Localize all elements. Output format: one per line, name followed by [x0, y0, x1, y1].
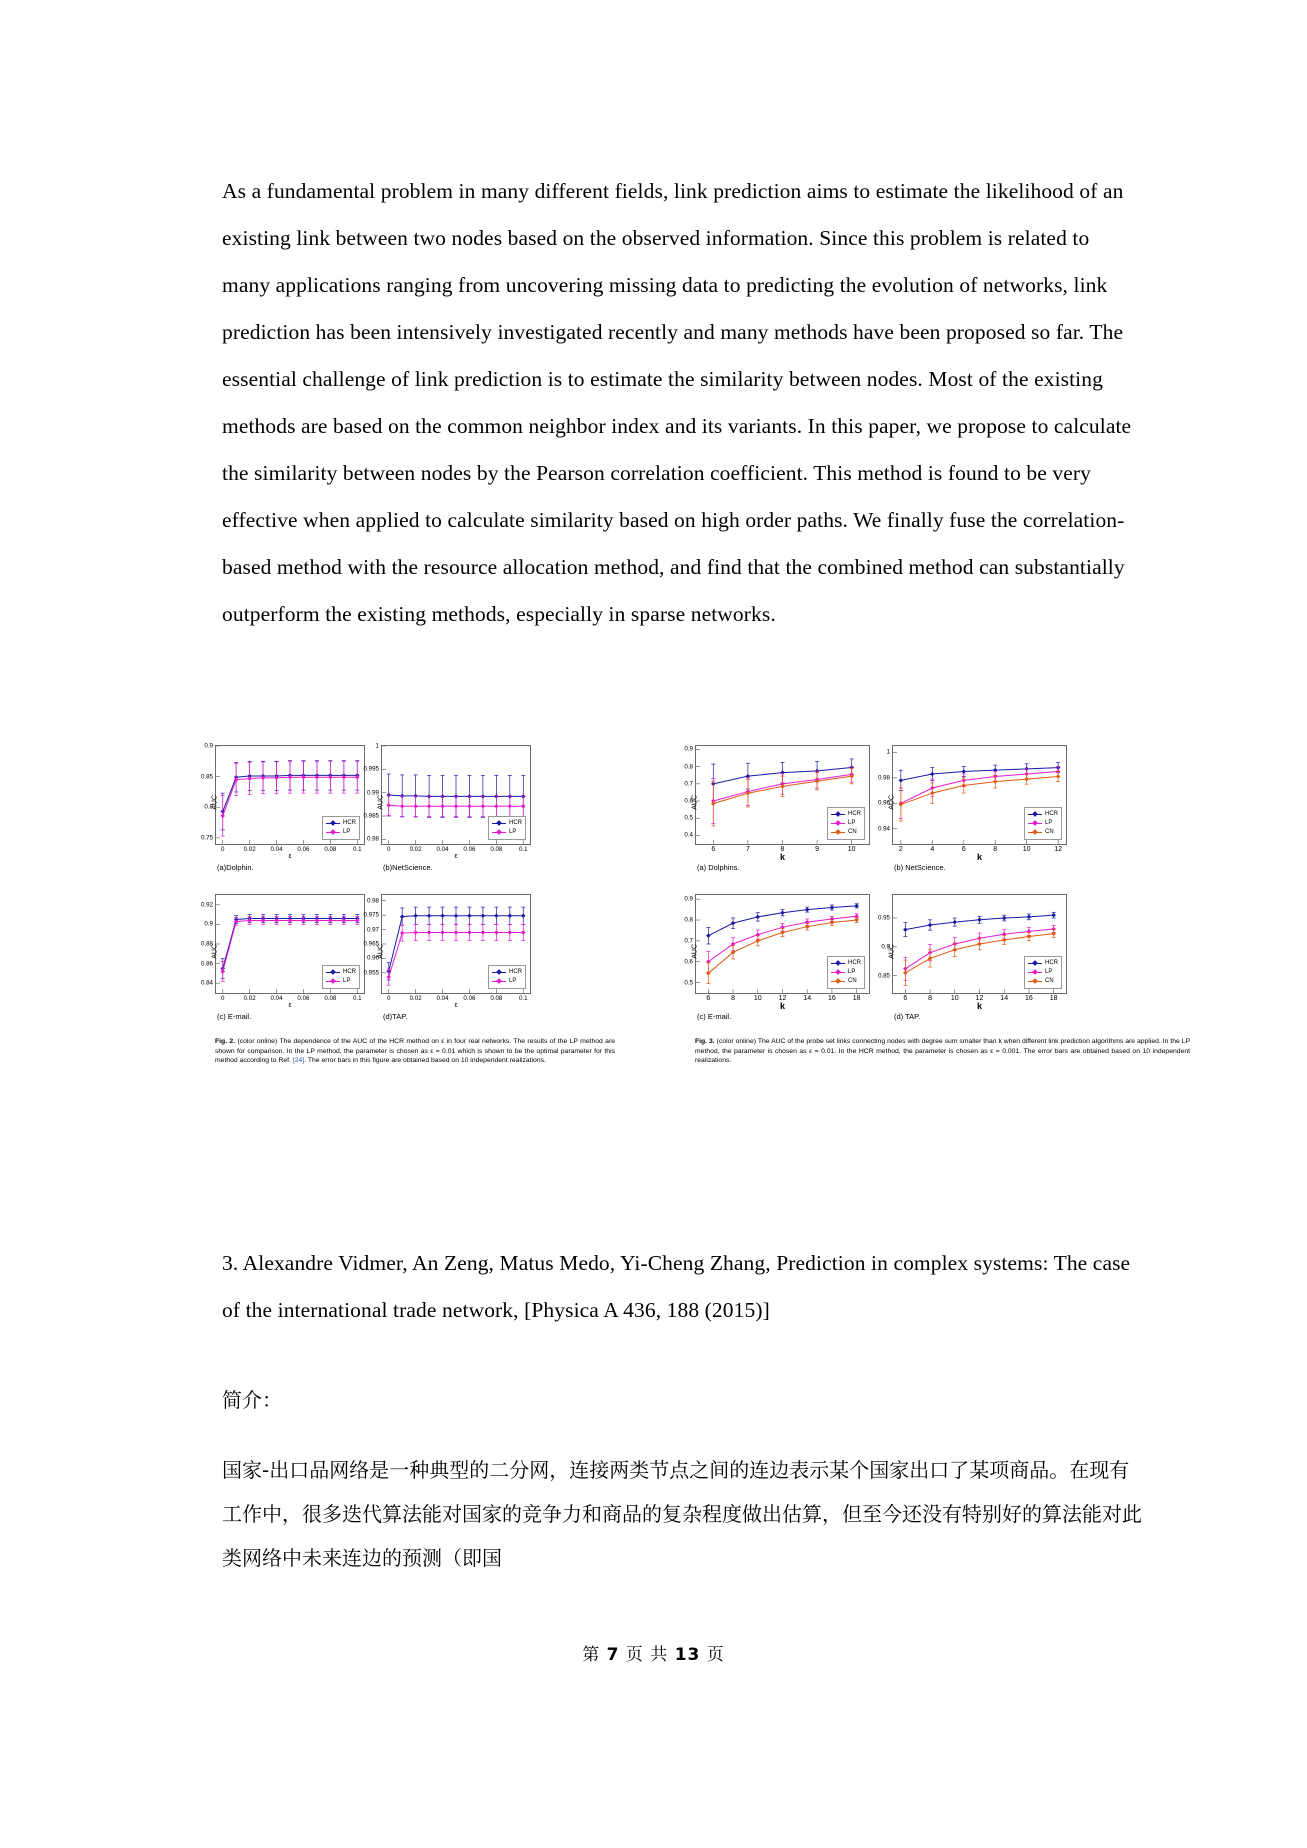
figure-3-caption-label: Fig. 3. — [695, 1038, 715, 1045]
legend-item — [326, 828, 356, 837]
x-tick-label: 0.04 — [436, 995, 449, 1002]
figure-2 — [200, 742, 616, 1066]
x-tick-label: 12 — [975, 995, 984, 1002]
y-tick-label: 0.96 — [366, 954, 379, 962]
x-tick-label: 0 — [386, 995, 391, 1002]
y-tick-label: 0.9 — [204, 920, 213, 928]
legend-item — [492, 819, 522, 828]
chart-legend — [827, 956, 865, 989]
y-tick-label: 0.985 — [363, 812, 379, 820]
legend-item — [1028, 828, 1058, 837]
panel-sublabel: (c) E-mail. — [217, 1012, 252, 1021]
y-tick-label: 0.975 — [363, 911, 379, 919]
reference-item: 3. Alexandre Vidmer, An Zeng, Matus Medo, Yi-Cheng Zhang, Prediction in complex systems: The case of the international trade network, [Physica A 436, 188 (2015)] — [222, 1251, 1131, 1322]
x-tick-label: 14 — [803, 995, 812, 1002]
y-tick-label: 0.6 — [684, 797, 693, 805]
legend-item — [1028, 968, 1058, 977]
x-tick-label: 8 — [780, 846, 785, 853]
x-tick-label: 12 — [1054, 846, 1063, 853]
x-tick-label: 0.02 — [243, 846, 256, 853]
axis-label-y: AUC — [691, 795, 699, 810]
y-tick-label: 0.98 — [366, 835, 379, 843]
legend-label: HCR — [343, 820, 356, 826]
legend-marker-icon — [1028, 823, 1042, 825]
panel-sublabel: (b) NetScience. — [894, 863, 946, 872]
footer-suffix: 页 — [706, 1645, 725, 1665]
x-tick-label: 0.02 — [409, 995, 422, 1002]
figure-2-caption — [215, 1037, 615, 1066]
legend-label: CN — [1045, 829, 1054, 835]
axis-label-x: ε — [454, 1002, 458, 1009]
y-tick-label: 0.8 — [204, 803, 213, 811]
figure-3-row-1 — [684, 745, 1190, 872]
x-tick-label: 0 — [386, 846, 391, 853]
legend-item — [326, 977, 356, 986]
legend-marker-icon — [326, 972, 340, 974]
legend-label: LP — [848, 969, 856, 975]
x-tick-label: 10 — [847, 846, 856, 853]
x-tick-label: 0 — [220, 995, 225, 1002]
footer-prefix: 第 — [582, 1645, 601, 1665]
legend-marker-icon — [1028, 832, 1042, 834]
x-tick-label: 10 — [753, 995, 762, 1002]
panel-sublabel: (a) Dolphins. — [697, 863, 740, 872]
chart-legend — [322, 816, 360, 840]
legend-item — [1028, 819, 1058, 828]
x-tick-label: 0.06 — [463, 995, 476, 1002]
legend-marker-icon — [1028, 963, 1042, 965]
y-tick-label: 1 — [886, 748, 890, 756]
legend-marker-icon — [492, 832, 506, 834]
legend-item — [831, 977, 861, 986]
legend-marker-icon — [831, 963, 845, 965]
legend-label: HCR — [343, 969, 356, 975]
x-tick-label: 0.1 — [518, 995, 528, 1002]
axis-label-y: AUC — [377, 944, 385, 959]
chart-legend — [488, 965, 526, 989]
legend-marker-icon — [326, 823, 340, 825]
y-tick-label: 0.995 — [363, 765, 379, 773]
legend-item — [831, 959, 861, 968]
lower-text-region — [222, 1240, 1142, 1580]
legend-item — [492, 977, 522, 986]
intro-heading: 简介： — [222, 1388, 282, 1412]
axis-label-x: ε — [454, 853, 458, 860]
x-tick-label: 0.08 — [490, 846, 503, 853]
legend-label: LP — [1045, 820, 1053, 826]
y-tick-label: 0.8 — [684, 916, 693, 924]
legend-label: LP — [509, 829, 517, 835]
figure-3-caption-text: (color online) The AUC of the probe set links connecting nodes with degree sum smaller than k when different link prediction algorithms are applied. In the LP method, the parameter is chosen as ε = 0.01. In the HCR method, the parameter is chosen as ε = 0.001. The error bars are obtained based on 10 independent realizations. — [695, 1038, 1191, 1064]
x-tick-label: 0.06 — [297, 846, 310, 853]
figure-2-panel-a — [200, 742, 365, 872]
figure-2-panel-b — [363, 742, 531, 872]
y-tick-label: 0.85 — [877, 972, 890, 980]
x-tick-label: 18 — [852, 995, 861, 1002]
legend-marker-icon — [831, 981, 845, 983]
legend-item — [326, 819, 356, 828]
x-tick-label: 12 — [778, 995, 787, 1002]
x-tick-label: 0 — [220, 846, 225, 853]
x-tick-label: 0.1 — [352, 995, 362, 1002]
legend-label: LP — [848, 820, 856, 826]
y-tick-label: 0.8 — [684, 763, 693, 771]
legend-label: LP — [1045, 969, 1053, 975]
page-footer — [0, 1640, 1307, 1665]
x-tick-label: 6 — [711, 846, 716, 853]
y-tick-label: 0.99 — [366, 789, 379, 797]
legend-item — [326, 968, 356, 977]
x-tick-label: 4 — [930, 846, 935, 853]
x-tick-label: 0.02 — [243, 995, 256, 1002]
x-tick-label: 2 — [898, 846, 903, 853]
legend-item — [492, 968, 522, 977]
legend-marker-icon — [1028, 981, 1042, 983]
y-tick-label: 0.92 — [200, 901, 213, 909]
legend-marker-icon — [492, 981, 506, 983]
y-tick-label: 0.75 — [200, 834, 213, 842]
legend-marker-icon — [1028, 814, 1042, 816]
figure-3-row-2 — [684, 894, 1190, 1021]
legend-label: HCR — [848, 811, 861, 817]
x-tick-label: 0.08 — [324, 995, 337, 1002]
chart-legend — [827, 807, 865, 840]
y-tick-label: 0.9 — [684, 745, 693, 753]
x-tick-label: 0.04 — [270, 846, 283, 853]
y-tick-label: 0.4 — [684, 831, 693, 839]
y-tick-label: 0.9 — [881, 943, 890, 951]
x-tick-label: 10 — [950, 995, 959, 1002]
figure-3-caption — [695, 1037, 1190, 1066]
abstract-paragraph: As a fundamental problem in many different fields, link prediction aims to estimate the likelihood of an existing link between two nodes based on the observed information. Since this problem is related to many applications ranging from uncovering missing data to predicting the evolution of networks, link prediction has been intensively investigated recently and many methods have been proposed so far. The essential challenge of link prediction is to estimate the similarity between nodes. Most of the existing methods are based on the common neighbor index and its variants. In this paper, we propose to calculate the similarity between nodes by the Pearson correlation coefficient. This method is found to be very effective when applied to calculate similarity based on high order paths. We finally fuse the correlation-based method with the resource allocation method, and find that the combined method can substantially outperform the existing methods, especially in sparse networks. — [222, 179, 1132, 626]
figure-3-panel-d — [877, 894, 1067, 1021]
x-tick-label: 6 — [903, 995, 908, 1002]
chart-legend — [322, 965, 360, 989]
y-tick-label: 0.98 — [877, 774, 890, 782]
legend-item — [492, 828, 522, 837]
axis-label-x: k — [779, 1001, 785, 1011]
footer-middle: 页 共 — [625, 1645, 669, 1665]
legend-label: CN — [848, 829, 857, 835]
x-tick-label: 18 — [1049, 995, 1058, 1002]
panel-sublabel: (a)Dolphin. — [217, 863, 254, 872]
x-tick-label: 0.06 — [463, 846, 476, 853]
axis-label-y: AUC — [211, 795, 219, 810]
chart-legend — [1024, 807, 1062, 840]
figure-2-caption-text: (color online) The dependence of the AUC of the HCR method on ε in four real networks. The results of the LP method are shown for comparison. In the LP method, the parameter is chosen as ε = 0.01 which is shown to be the optimal parameter for this method according to Ref. [24]. The error bars in this figure are obtained based on 10 independent realizations. — [215, 1038, 616, 1064]
legend-marker-icon — [326, 832, 340, 834]
x-tick-label: 0.1 — [352, 846, 362, 853]
legend-item — [1028, 977, 1058, 986]
panel-sublabel: (b)NetScience. — [383, 863, 433, 872]
legend-marker-icon — [1028, 972, 1042, 974]
legend-item — [831, 819, 861, 828]
figure-2-row-1 — [200, 742, 615, 872]
legend-marker-icon — [831, 832, 845, 834]
legend-label: HCR — [1045, 811, 1058, 817]
x-tick-label: 6 — [961, 846, 966, 853]
legend-label: HCR — [509, 820, 522, 826]
figure-2-caption-label: Fig. 2. — [215, 1038, 236, 1045]
axis-label-y: AUC — [888, 944, 896, 959]
x-tick-label: 0.04 — [436, 846, 449, 853]
y-tick-label: 0.85 — [200, 773, 213, 781]
legend-item — [1028, 959, 1058, 968]
axis-label-x: k — [976, 1001, 982, 1011]
y-tick-label: 0.5 — [684, 814, 693, 822]
x-tick-label: 6 — [706, 995, 711, 1002]
x-tick-label: 14 — [1000, 995, 1009, 1002]
footer-total-pages: 13 — [674, 1645, 701, 1665]
panel-sublabel: (d)TAP. — [383, 1012, 408, 1021]
legend-label: CN — [1045, 978, 1054, 984]
y-tick-label: 0.97 — [366, 926, 379, 934]
chart-legend — [1024, 956, 1062, 989]
legend-marker-icon — [831, 823, 845, 825]
x-tick-label: 7 — [745, 846, 750, 853]
figure-3-panel-c — [684, 894, 870, 1021]
figure-2-row-2 — [200, 894, 615, 1021]
y-tick-label: 0.94 — [877, 825, 890, 833]
legend-label: HCR — [509, 969, 522, 975]
y-tick-label: 0.965 — [363, 940, 379, 948]
legend-marker-icon — [492, 823, 506, 825]
footer-page-number: 7 — [606, 1645, 620, 1665]
chart-legend — [488, 816, 526, 840]
axis-label-x: k — [976, 852, 982, 862]
x-tick-label: 8 — [731, 995, 736, 1002]
axis-label-y: AUC — [377, 795, 385, 810]
legend-marker-icon — [492, 972, 506, 974]
legend-label: HCR — [1045, 960, 1058, 966]
x-tick-label: 16 — [1025, 995, 1033, 1002]
x-tick-label: 8 — [993, 846, 998, 853]
legend-label: HCR — [848, 960, 861, 966]
legend-marker-icon — [831, 972, 845, 974]
figure-3-panel-b — [877, 745, 1067, 872]
y-tick-label: 0.88 — [200, 940, 213, 948]
axis-label-y: AUC — [691, 944, 699, 959]
x-tick-label: 16 — [828, 995, 836, 1002]
y-tick-label: 0.98 — [366, 897, 379, 905]
figure-2-panel-d — [363, 894, 531, 1021]
figures-region — [110, 742, 1200, 1145]
y-tick-label: 0.6 — [684, 958, 693, 966]
figure-2-panel-c — [200, 894, 365, 1021]
x-tick-label: 10 — [1022, 846, 1031, 853]
x-tick-label: 0.02 — [409, 846, 422, 853]
figure-3-panel-a — [684, 745, 870, 872]
legend-label: LP — [509, 978, 517, 984]
legend-marker-icon — [831, 814, 845, 816]
x-tick-label: 0.06 — [297, 995, 310, 1002]
y-tick-label: 0.86 — [200, 960, 213, 968]
axis-label-y: AUC — [888, 795, 896, 810]
legend-item — [831, 968, 861, 977]
y-tick-label: 0.7 — [684, 937, 693, 945]
panel-sublabel: (d) TAP. — [894, 1012, 921, 1021]
y-tick-label: 0.955 — [363, 969, 379, 977]
document-content — [222, 168, 1142, 638]
legend-item — [1028, 810, 1058, 819]
x-tick-label: 0.08 — [324, 846, 337, 853]
caption-reference-link[interactable]: [24] — [292, 1057, 305, 1064]
axis-label-x: ε — [288, 853, 292, 860]
y-tick-label: 0.96 — [877, 799, 890, 807]
y-tick-label: 0.9 — [204, 742, 213, 750]
figure-3 — [684, 745, 1191, 1066]
y-tick-label: 0.84 — [200, 979, 213, 987]
y-tick-label: 1 — [375, 742, 379, 750]
legend-marker-icon — [326, 981, 340, 983]
intro-paragraph: 国家-出口品网络是一种典型的二分网，连接两类节点之间的连边表示某个国家出口了某项商品。在现有工作中，很多迭代算法能对国家的竞争力和商品的复杂程度做出估算，但至今还没有特别好的算法能对此类网络中未来连边的预测（即国 — [222, 1458, 1142, 1570]
y-tick-label: 0.9 — [684, 895, 693, 903]
legend-item — [831, 828, 861, 837]
x-tick-label: 0.1 — [518, 846, 528, 853]
axis-label-x: k — [779, 852, 785, 862]
x-tick-label: 0.04 — [270, 995, 283, 1002]
axis-label-x: ε — [288, 1002, 292, 1009]
panel-sublabel: (c) E-mail. — [697, 1012, 732, 1021]
legend-item — [831, 810, 861, 819]
y-tick-label: 0.7 — [684, 780, 693, 788]
y-tick-label: 0.95 — [877, 914, 890, 922]
axis-label-y: AUC — [211, 944, 219, 959]
x-tick-label: 9 — [815, 846, 820, 853]
legend-label: LP — [343, 829, 351, 835]
x-tick-label: 8 — [928, 995, 933, 1002]
legend-label: CN — [848, 978, 857, 984]
y-tick-label: 0.5 — [684, 979, 693, 987]
x-tick-label: 0.08 — [490, 995, 503, 1002]
legend-label: LP — [343, 978, 351, 984]
